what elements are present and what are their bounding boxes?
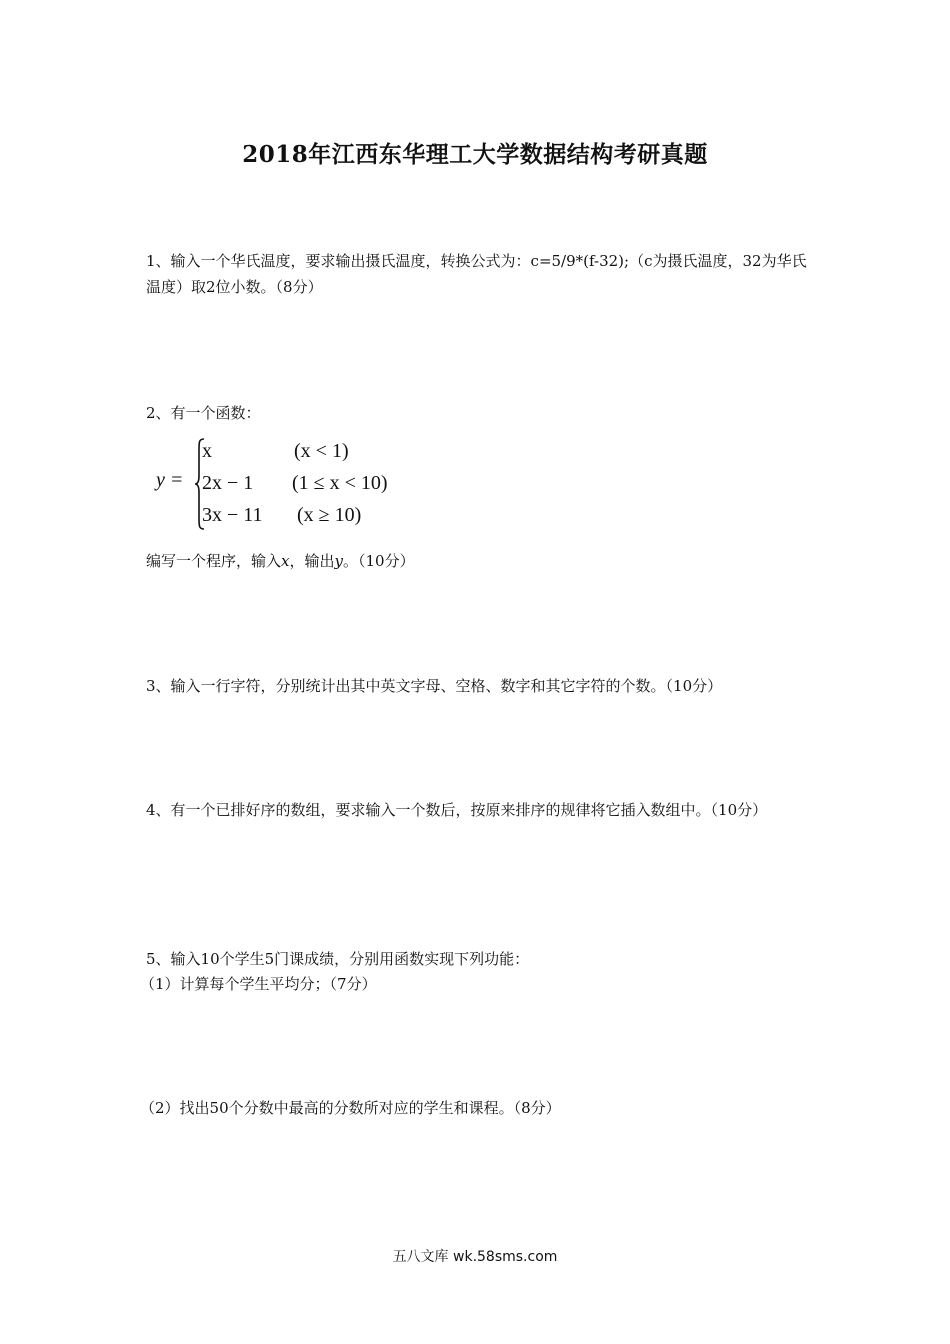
question-3: 3、输入一行字符，分别统计出其中英文字母、空格、数字和其它字符的个数。（10分） [146,677,723,695]
formula-case-2-cond: (1 ≤ x < 10) [292,472,388,494]
variable-y: y [334,552,343,570]
formula-case-1-expr: x [202,440,212,462]
formula-lhs: y = [156,469,184,491]
question-1: 1、输入一个华氏温度，要求输出摄氏温度，转换公式为：c=5/9*(f-32);（c为摄氏温度，32为华氏温度）取2位小数。（8分） [146,252,807,296]
question-5-part-1: （1）计算每个学生平均分；（7分） [140,975,377,993]
variable-x: x [281,552,290,570]
page-title: 2018年江西东华理工大学数据结构考研真题 [242,141,708,168]
question-4: 4、有一个已排好序的数组，要求输入一个数后，按原来排序的规律将它插入数组中。（10分） [146,801,768,819]
question-2-task: 编写一个程序，输入x，输出y。（10分） [146,552,415,570]
formula-case-2-expr: 2x − 1 [202,472,254,494]
piecewise-function-formula [156,436,416,532]
question-5-intro: 5、输入10个学生5门课成绩，分别用函数实现下列功能： [146,950,530,968]
footer-watermark: 五八文库 wk.58sms.com [392,1249,558,1265]
formula-case-1-cond: (x < 1) [294,440,349,462]
formula-case-3-expr: 3x − 11 [202,504,263,526]
question-5-part-2: （2）找出50个分数中最高的分数所对应的学生和课程。（8分） [140,1099,561,1117]
formula-case-3-cond: (x ≥ 10) [297,504,362,526]
question-2-intro: 2、有一个函数： [146,404,261,422]
